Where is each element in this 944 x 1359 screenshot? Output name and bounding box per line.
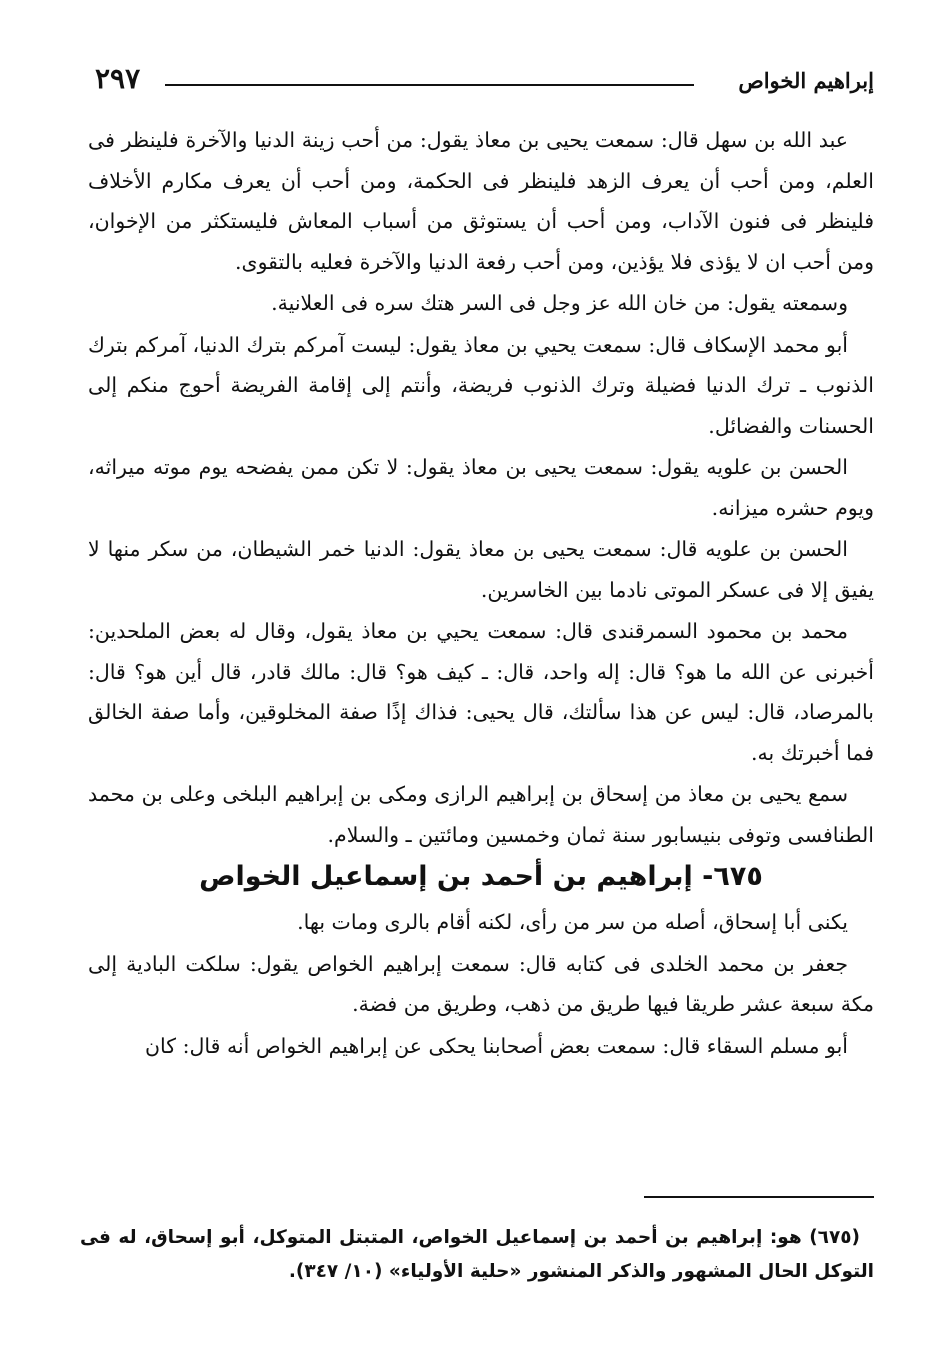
paragraph: جعفر بن محمد الخلدى فى كتابه قال: سمعت إبراهيم الخواص يقول: سلكت البادية إلى مكة سبعة عشر طريقا فيها طريق من ذهب، وطريق من فضة. [88, 951, 874, 1016]
header-rule [165, 84, 694, 86]
paragraph: الحسن بن علويه قال: سمعت يحيى بن معاذ يقول: الدنيا خمر الشيطان، من سكر منها لا يفيق إلا فى عسكر الموتى نادما بين الخاسرين. [88, 537, 874, 602]
paragraph: سمع يحيى بن معاذ من إسحاق بن إبراهيم الرازى ومكى بن إبراهيم البلخى وعلى بن محمد الطنافسى وتوفى بنيسابور سنة ثمان وخمسين ومائتين ـ والسلام. [88, 782, 874, 847]
page-header [95, 62, 874, 102]
paragraph: وسمعته يقول: من خان الله عز وجل فى السر هتك سره فى العلانية. [271, 291, 848, 315]
paragraph: أبو مسلم السقاء قال: سمعت بعض أصحابنا يحكى عن إبراهيم الخواص أنه قال: كان [145, 1033, 848, 1058]
paragraph: الحسن بن علويه يقول: سمعت يحيى بن معاذ يقول: لا تكن ممن يفضحه يوم موته ميراثه، ويوم حشره ميزانه. [88, 455, 874, 520]
paragraph: يكنى أبا إسحاق، أصله من سر من رأى، لكنه أقام بالرى ومات بها. [297, 910, 848, 934]
page-number: ٢٩٧ [95, 62, 141, 95]
footnote: (٦٧٥) هو: إبراهيم بن أحمد بن إسماعيل الخواص، المتبتل المتوكل، أبو إسحاق، له فى التوكل الحال المشهور والذكر المنشور «حلية الأولياء» (١٠/ ٣٤٧). [80, 1226, 874, 1282]
page-body [88, 120, 874, 1067]
paragraph: عبد الله بن سهل قال: سمعت يحيى بن معاذ يقول: من أحب زينة الدنيا والآخرة فلينظر فى العلم، ومن أحب أن يعرف الزهد فلينظر فى الحكمة، ومن أحب أن يعرف مكارم الأخلاف فلينظر فى فنون الآداب، ومن أحب أن يستوثق من أسباب المعاش فليستكثر من الإخوان، ومن أحب ان لا يؤذى فلا يؤذين، ومن أحب رفعة الدنيا والآخرة فعليه بالتقوى. [88, 128, 874, 274]
section-heading: ٦٧٥- إبراهيم بن أحمد بن إسماعيل الخواص [199, 861, 763, 892]
footnote-rule [644, 1196, 874, 1198]
running-title: إبراهيم الخواص [738, 68, 874, 93]
paragraph: محمد بن محمود السمرقندى قال: سمعت يحيي بن معاذ يقول، وقال له بعض الملحدين: أخبرنى عن الله ما هو؟ قال: إله واحد، قال: ـ كيف هو؟ قال: مالك قادر، قال أين هو؟ قال: بالمرصاد، قال: ليس عن هذا سألتك، قال يحيى: فذاك إذًا صفة المخلوقين، وأما صفة الخالق فما أخبرتك به. [88, 619, 874, 765]
paragraph: أبو محمد الإسكاف قال: سمعت يحيي بن معاذ يقول: ليست آمركم بترك الدنيا، آمركم بترك الذنوب ـ ترك الدنيا فضيلة وترك الذنوب فريضة، وأنتم إلى إقامة الفريضة أحوج منكم إلى الحسنات والفضائل. [88, 332, 874, 438]
